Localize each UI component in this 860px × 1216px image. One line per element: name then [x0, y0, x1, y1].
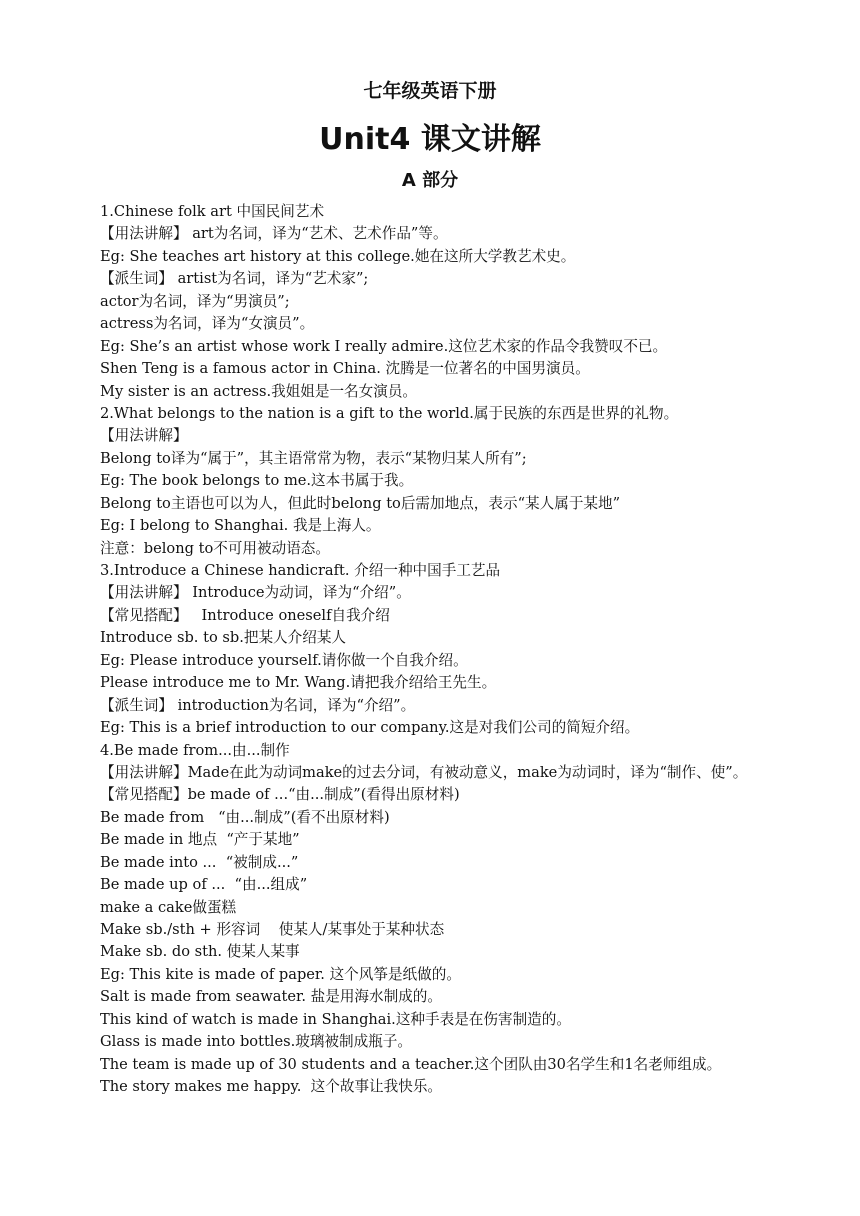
text-line: Eg: She teaches art history at this college.她在这所大学教艺术史。 [100, 247, 576, 265]
text-line: Eg: This is a brief introduction to our company.这是对我们公司的简短介绍。 [100, 719, 640, 737]
text-line: Be made from “由...制成”(看不出原材料) [100, 808, 390, 826]
text-line: actor为名词，译为“男演员”; [100, 292, 290, 310]
text-line: 1.Chinese folk art 中国民间艺术 [100, 203, 325, 220]
text-line: Shen Teng is a famous actor in China. 沈腾是一位著名的中国男演员。 [100, 360, 590, 378]
text-line: Eg: The book belongs to me.这本书属于我。 [100, 472, 414, 490]
text-line: 【常见搭配】 Introduce oneself自我介绍 [100, 606, 390, 624]
text-line: 注意：belong to不可用被动语态。 [100, 539, 330, 557]
page-title: Unit4 课文讲解 [319, 122, 541, 157]
grade-heading: 七年级英语下册 [363, 80, 497, 102]
text-line: Be made into ... “被制成...” [100, 853, 299, 871]
text-line: Belong to主语也可以为人，但此时belong to后需加地点，表示“某人属于某地” [100, 494, 621, 512]
text-line: This kind of watch is made in Shanghai.这种手表是在伤害制造的。 [100, 1010, 571, 1028]
text-line: Salt is made from seawater. 盐是用海水制成的。 [100, 988, 442, 1006]
text-line: 【用法讲解】 [100, 427, 188, 445]
text-line: Make sb./sth + 形容词 使某人/某事处于某种状态 [100, 921, 445, 939]
text-line: Be made up of ... “由...组成” [100, 876, 308, 894]
text-line: 【用法讲解】 Introduce为动词，译为“介绍”。 [100, 584, 411, 602]
text-line: Glass is made into bottles.玻璃被制成瓶子。 [100, 1033, 412, 1051]
section-heading: A 部分 [401, 170, 459, 191]
text-line: Eg: This kite is made of paper. 这个风筝是纸做的。 [100, 965, 461, 983]
text-line: My sister is an actress.我姐姐是一名女演员。 [100, 382, 418, 400]
text-line: 2.What belongs to the nation is a gift to the world.属于民族的东西是世界的礼物。 [100, 404, 679, 422]
text-line: 【派生词】 introduction为名词，译为“介绍”。 [100, 696, 416, 714]
text-line: 【用法讲解】 art为名词，译为“艺术、艺术作品”等。 [100, 225, 448, 243]
text-line: make a cake做蛋糕 [100, 898, 237, 916]
text-line: 4.Be made from...由...制作 [100, 741, 290, 759]
text-line: actress为名词，译为“女演员”。 [100, 315, 315, 333]
text-line: Eg: Please introduce yourself.请你做一个自我介绍。 [100, 651, 468, 669]
text-line: Belong to译为“属于”，其主语常常为物，表示“某物归某人所有”; [100, 449, 527, 467]
text-line: 【常见搭配】be made of ...“由...制成”(看得出原材料) [100, 786, 460, 804]
text-paragraph: 【用法讲解】Made在此为动词make的过去分词，有被动意义，make为动词时，译为“制作、使”。 [100, 763, 748, 781]
text-line: Make sb. do sth. 使某人某事 [100, 943, 300, 961]
text-line: Be made in 地点 “产于某地” [100, 831, 300, 849]
document-body [66, 201, 800, 1099]
text-line: Introduce sb. to sb.把某人介绍某人 [100, 629, 347, 647]
text-line: The story makes me happy. 这个故事让我快乐。 [100, 1078, 443, 1096]
text-line: Please introduce me to Mr. Wang.请把我介绍给王先生。 [100, 674, 497, 692]
text-line: 3.Introduce a Chinese handicraft. 介绍一种中国手工艺品 [100, 562, 501, 579]
text-line: Eg: I belong to Shanghai. 我是上海人。 [100, 517, 381, 535]
text-line: Eg: She’s an artist whose work I really admire.这位艺术家的作品令我赞叹不已。 [100, 337, 668, 355]
text-line: 【派生词】 artist为名词，译为“艺术家”; [100, 270, 369, 288]
text-paragraph: The team is made up of 30 students and a teacher.这个团队由30名学生和1名老师组成。 [100, 1055, 722, 1073]
